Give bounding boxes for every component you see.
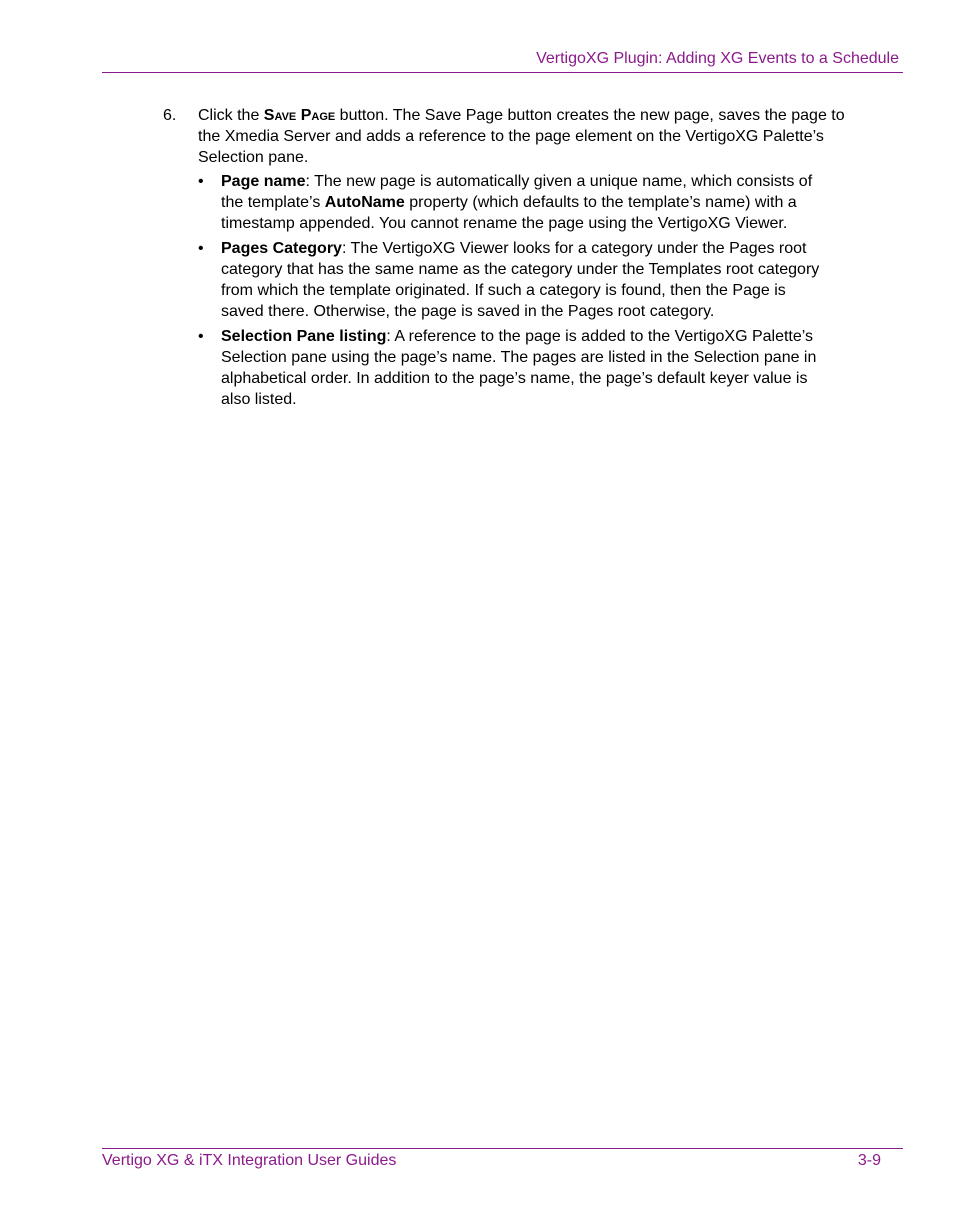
bullet-marker: • (198, 173, 204, 190)
bullet-marker: • (198, 328, 204, 345)
bullet-term: Page name (221, 173, 306, 190)
header-divider (102, 72, 903, 73)
running-header: VertigoXG Plugin: Adding XG Events to a Schedule (536, 50, 899, 67)
save-page-button-name: Save Page (263, 107, 336, 124)
step-text-suffix: button. The Save Page button creates the new page, saves the page to the Xmedia Server and adds a reference to the page element on the VertigoXG Palette’s Selection pane. (198, 107, 845, 166)
step-number: 6. (163, 107, 177, 124)
bullet-text: : The VertigoXG Viewer looks for a category under the Pages root category that has the same name as the category under the Templates root category from which the template originated. If such a category is found, then the Page is saved there. Otherwise, the page is saved in the Pages root category. (221, 240, 820, 320)
footer-document-title: Vertigo XG & iTX Integration User Guides (102, 1152, 397, 1169)
page-number: 3-9 (857, 1152, 881, 1169)
bullet-text: : A reference to the page is added to the VertigoXG Palette’s Selection pane using the page’s name. The pages are listed in the Selection pane in alphabetical order. In addition to the page’s name, the page’s default keyer value is also listed. (221, 328, 817, 408)
bullet-page-name (198, 171, 821, 234)
bullet-text: : The new page is automatically given a unique name, which consists of the template’s (221, 173, 813, 211)
step-6 (163, 105, 853, 410)
autoname-term: AutoName (324, 194, 405, 211)
footer-divider (102, 1148, 903, 1149)
bullet-term: Selection Pane listing (221, 328, 387, 345)
bullet-term: Pages Category (221, 240, 342, 257)
bullet-pages-category (198, 238, 821, 322)
step-text (198, 105, 846, 168)
step-bullet-list (198, 171, 853, 410)
bullet-marker: • (198, 240, 204, 257)
step-text-prefix: Click the (198, 107, 264, 124)
bullet-selection-pane-listing (198, 326, 821, 410)
bullet-text-continued: property (which defaults to the template’s name) with a timestamp appended. You cannot rename the page using the VertigoXG Viewer. (221, 194, 797, 232)
page-body (163, 105, 853, 414)
